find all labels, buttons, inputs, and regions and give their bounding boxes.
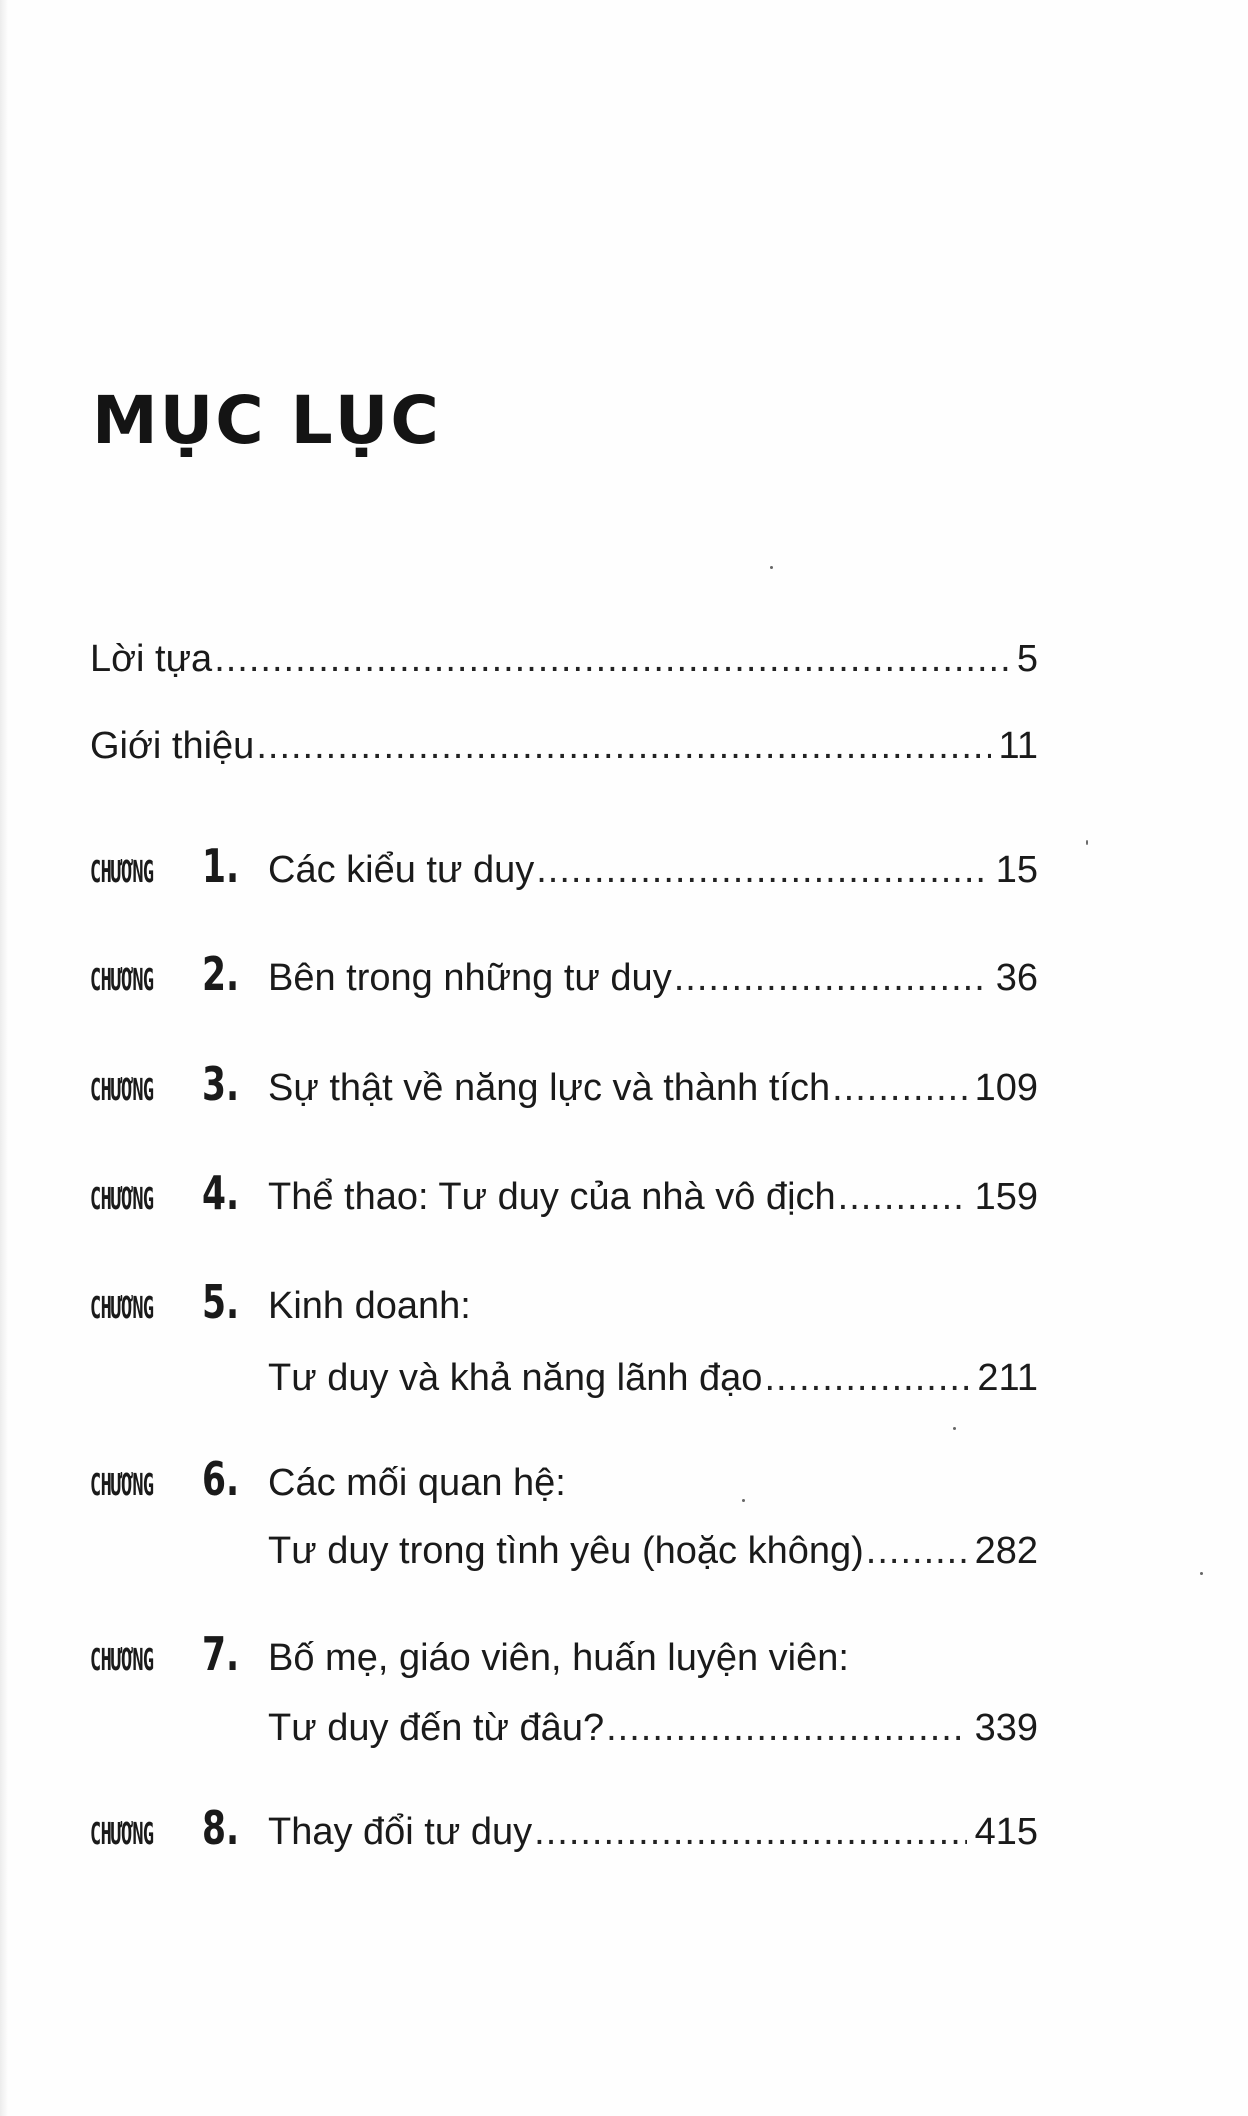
chapter-label bbox=[90, 1801, 268, 1855]
toc-page-number: 415 bbox=[974, 1811, 1038, 1853]
chapter-title: Bên trong những tư duy bbox=[268, 957, 672, 999]
leader-dots bbox=[536, 851, 987, 889]
toc-chapter-7 bbox=[90, 1627, 1038, 1749]
leader-dots bbox=[832, 1069, 966, 1107]
chapter-number: 6. bbox=[202, 1452, 240, 1506]
print-speck bbox=[742, 1499, 745, 1502]
chapter-title: Thay đổi tư duy bbox=[268, 1811, 533, 1853]
chapter-label bbox=[90, 839, 268, 893]
toc-chapter-4 bbox=[90, 1166, 1038, 1220]
chapter-word: CHƯƠNG bbox=[90, 1817, 154, 1852]
chapter-word: CHƯƠNG bbox=[90, 963, 154, 998]
toc-page-number: 109 bbox=[974, 1067, 1038, 1109]
chapter-number: 2. bbox=[202, 947, 240, 1001]
toc-entry-preface bbox=[90, 640, 1038, 678]
chapter-word: CHƯƠNG bbox=[90, 1468, 154, 1503]
leader-dots bbox=[606, 1709, 967, 1747]
toc-entry-text: Giới thiệu bbox=[90, 725, 255, 767]
toc-page-number: 36 bbox=[995, 957, 1038, 999]
leader-dots bbox=[256, 727, 990, 765]
leader-dots bbox=[214, 640, 1009, 678]
chapter-label bbox=[90, 1057, 268, 1111]
toc-chapter-3 bbox=[90, 1057, 1038, 1111]
chapter-number: 1. bbox=[202, 839, 240, 893]
toc-page-number: 15 bbox=[995, 849, 1038, 891]
chapter-word: CHƯƠNG bbox=[90, 855, 154, 890]
toc-chapter-8 bbox=[90, 1801, 1038, 1855]
leader-dots bbox=[838, 1178, 967, 1216]
chapter-number: 3. bbox=[202, 1057, 240, 1111]
chapter-word: CHƯƠNG bbox=[90, 1291, 154, 1326]
toc-chapter-6 bbox=[90, 1452, 1038, 1572]
chapter-number: 8. bbox=[202, 1801, 240, 1855]
chapter-number: 7. bbox=[202, 1627, 240, 1681]
chapter-label bbox=[90, 1166, 268, 1220]
toc-entry-introduction bbox=[90, 727, 1038, 765]
chapter-label bbox=[90, 1452, 268, 1506]
toc-page-number: 211 bbox=[977, 1357, 1038, 1399]
toc-page-number: 339 bbox=[974, 1707, 1038, 1749]
leader-dots bbox=[674, 959, 988, 997]
chapter-word: CHƯƠNG bbox=[90, 1182, 154, 1217]
leader-dots bbox=[534, 1813, 966, 1851]
toc-page-number: 5 bbox=[1016, 638, 1038, 680]
toc-chapter-1 bbox=[90, 839, 1038, 893]
chapter-title-line-1: Kinh doanh: bbox=[268, 1285, 471, 1327]
chapter-title: Các kiểu tư duy bbox=[268, 849, 535, 891]
chapter-title: Sự thật về năng lực và thành tích bbox=[268, 1067, 831, 1109]
print-speck bbox=[1200, 1572, 1203, 1575]
chapter-title-line-1: Các mối quan hệ: bbox=[268, 1462, 566, 1504]
chapter-number: 5. bbox=[202, 1275, 240, 1329]
print-speck bbox=[770, 566, 773, 569]
chapter-word: CHƯƠNG bbox=[90, 1073, 154, 1108]
toc-chapter-5 bbox=[90, 1275, 1038, 1399]
print-speck bbox=[1086, 840, 1088, 845]
print-speck bbox=[953, 1427, 956, 1430]
toc-page-number: 11 bbox=[998, 725, 1038, 767]
page-edge-shadow bbox=[0, 0, 8, 2116]
chapter-label bbox=[90, 947, 268, 1001]
chapter-number: 4. bbox=[202, 1166, 240, 1220]
page-title: MỤC LỤC bbox=[92, 382, 441, 459]
leader-dots bbox=[866, 1532, 967, 1570]
toc-chapter-2 bbox=[90, 947, 1038, 1001]
leader-dots bbox=[764, 1359, 969, 1397]
chapter-title-line-1: Bố mẹ, giáo viên, huấn luyện viên: bbox=[268, 1637, 849, 1679]
chapter-title-line-2: Tư duy đến từ đâu? bbox=[268, 1707, 605, 1749]
chapter-title-line-2: Tư duy trong tình yêu (hoặc không) bbox=[268, 1530, 864, 1572]
toc-entry-text: Lời tựa bbox=[90, 638, 213, 680]
toc-page-number: 159 bbox=[974, 1176, 1038, 1218]
chapter-title: Thể thao: Tư duy của nhà vô địch bbox=[268, 1176, 836, 1218]
chapter-title-line-2: Tư duy và khả năng lãnh đạo bbox=[268, 1357, 763, 1399]
chapter-label bbox=[90, 1627, 268, 1681]
chapter-label bbox=[90, 1275, 268, 1329]
toc-page-number: 282 bbox=[974, 1530, 1038, 1572]
chapter-word: CHƯƠNG bbox=[90, 1643, 154, 1678]
